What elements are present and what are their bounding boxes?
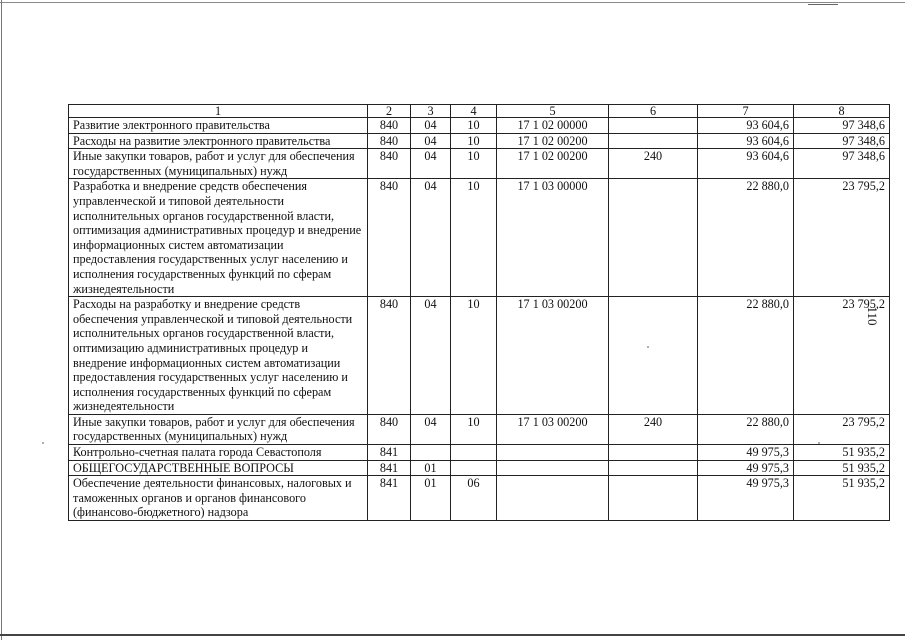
cell-target-article: 17 1 02 00200 — [497, 149, 609, 179]
cell-subsection: 10 — [451, 118, 497, 134]
col-header: 4 — [451, 105, 497, 118]
col-header: 6 — [609, 105, 698, 118]
cell-subsection: 10 — [451, 297, 497, 415]
cell-subsection — [451, 445, 497, 461]
cell-expense-type — [609, 476, 698, 521]
cell-amount-2: 23 795,2 — [794, 414, 890, 444]
cell-amount-2: 97 348,6 — [794, 149, 890, 179]
col-header: 1 — [69, 105, 368, 118]
cell-section: 04 — [411, 118, 451, 134]
cell-section: 04 — [411, 149, 451, 179]
cell-target-article: 17 1 03 00200 — [497, 297, 609, 415]
cell-target-article: 17 1 03 00200 — [497, 414, 609, 444]
cell-expense-type: 240 — [609, 149, 698, 179]
cell-target-article: 17 1 02 00000 — [497, 118, 609, 134]
cell-ministry-code: 841 — [368, 445, 411, 461]
cell-expense-type — [609, 133, 698, 149]
table-row — [69, 118, 890, 134]
scan-speck — [42, 442, 44, 444]
row-name: Разработка и внедрение средств обеспечения управленческой и типовой деятельности исполнительных органов государственной власти, оптимизация административных процедур и внедрение информационных систем автоматизации предоставления государственных услуг населению и исполнения государственных функций по сферам жизнедеятельности — [69, 179, 368, 297]
cell-subsection: 10 — [451, 414, 497, 444]
cell-amount-2: 51 935,2 — [794, 476, 890, 521]
row-name: Расходы на развитие электронного правительства — [69, 133, 368, 149]
header-row — [69, 105, 890, 118]
cell-section: 01 — [411, 476, 451, 521]
table-row — [69, 476, 890, 521]
col-header: 7 — [698, 105, 794, 118]
col-header: 3 — [411, 105, 451, 118]
cell-expense-type — [609, 118, 698, 134]
cell-subsection: 10 — [451, 133, 497, 149]
row-name: ОБЩЕГОСУДАРСТВЕННЫЕ ВОПРОСЫ — [69, 460, 368, 476]
cell-amount-1: 93 604,6 — [698, 133, 794, 149]
cell-expense-type — [609, 460, 698, 476]
page-number: 110 — [865, 306, 880, 326]
scan-speck — [818, 442, 820, 444]
cell-amount-1: 49 975,3 — [698, 476, 794, 521]
table-row — [69, 133, 890, 149]
col-header: 8 — [794, 105, 890, 118]
cell-ministry-code: 840 — [368, 414, 411, 444]
row-name: Обеспечение деятельности финансовых, налоговых и таможенных органов и органов финансового (финансово-бюджетного) надзора — [69, 476, 368, 521]
cell-subsection: 06 — [451, 476, 497, 521]
cell-target-article — [497, 460, 609, 476]
cell-ministry-code: 841 — [368, 460, 411, 476]
cell-amount-2: 51 935,2 — [794, 460, 890, 476]
cell-amount-1: 93 604,6 — [698, 118, 794, 134]
cell-amount-2: 51 935,2 — [794, 445, 890, 461]
row-name: Расходы на разработку и внедрение средств обеспечения управленческой и типовой деятельности исполнительных органов государственной власти, оптимизацию административных процедур и внедрение информационных систем автоматизации предоставления государственных услуг населению и исполнения государственных функций по сферам жизнедеятельности — [69, 297, 368, 415]
cell-subsection — [451, 460, 497, 476]
budget-table — [68, 104, 890, 521]
scan-edge-top — [0, 2, 905, 3]
cell-amount-2: 97 348,6 — [794, 118, 890, 134]
scan-speck — [647, 346, 649, 348]
cell-amount-2: 23 795,2 — [794, 179, 890, 297]
scan-edge-left — [1, 0, 2, 640]
cell-target-article — [497, 476, 609, 521]
cell-target-article: 17 1 02 00200 — [497, 133, 609, 149]
col-header: 2 — [368, 105, 411, 118]
cell-amount-2: 97 348,6 — [794, 133, 890, 149]
cell-target-article — [497, 445, 609, 461]
row-name: Иные закупки товаров, работ и услуг для обеспечения государственных (муниципальных) нужд — [69, 149, 368, 179]
cell-section: 04 — [411, 133, 451, 149]
cell-amount-1: 49 975,3 — [698, 460, 794, 476]
cell-expense-type: 240 — [609, 414, 698, 444]
cell-target-article: 17 1 03 00000 — [497, 179, 609, 297]
col-header: 5 — [497, 105, 609, 118]
table-row — [69, 445, 890, 461]
cell-amount-1: 49 975,3 — [698, 445, 794, 461]
cell-ministry-code: 840 — [368, 133, 411, 149]
table-row — [69, 297, 890, 415]
cell-amount-1: 93 604,6 — [698, 149, 794, 179]
table-row — [69, 460, 890, 476]
scan-edge-mark — [808, 4, 838, 5]
cell-amount-1: 22 880,0 — [698, 414, 794, 444]
cell-ministry-code: 840 — [368, 297, 411, 415]
table-row — [69, 149, 890, 179]
cell-section: 01 — [411, 460, 451, 476]
cell-amount-1: 22 880,0 — [698, 297, 794, 415]
cell-ministry-code: 840 — [368, 179, 411, 297]
scan-edge-bottom — [0, 634, 905, 636]
cell-section: 04 — [411, 297, 451, 415]
cell-subsection: 10 — [451, 179, 497, 297]
row-name: Иные закупки товаров, работ и услуг для обеспечения государственных (муниципальных) нужд — [69, 414, 368, 444]
cell-section: 04 — [411, 414, 451, 444]
cell-amount-2: 23 795,2 — [794, 297, 890, 415]
cell-amount-1: 22 880,0 — [698, 179, 794, 297]
cell-expense-type — [609, 297, 698, 415]
row-name: Контрольно-счетная палата города Севастополя — [69, 445, 368, 461]
cell-expense-type — [609, 445, 698, 461]
cell-ministry-code: 840 — [368, 149, 411, 179]
table-row — [69, 414, 890, 444]
cell-section: 04 — [411, 179, 451, 297]
cell-section — [411, 445, 451, 461]
row-name: Развитие электронного правительства — [69, 118, 368, 134]
table-row — [69, 179, 890, 297]
cell-subsection: 10 — [451, 149, 497, 179]
cell-ministry-code: 841 — [368, 476, 411, 521]
cell-ministry-code: 840 — [368, 118, 411, 134]
cell-expense-type — [609, 179, 698, 297]
